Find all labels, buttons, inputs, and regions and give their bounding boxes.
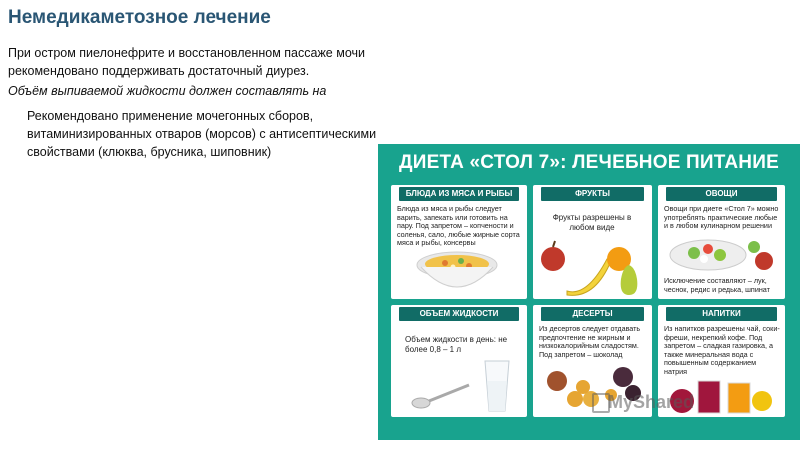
- paragraph-herbal-teas: Рекомендовано применение мочегонных сборов, витаминизированных отваров (морсов) с антисептическими свойствами (клюква, брусника, шиповник): [27, 109, 377, 159]
- cell-text-vegetables: Овощи при диете «Стол 7» можно употреблять практические любые и в любом кулинарном решении: [664, 204, 779, 231]
- poster-title: ДИЕТА «СТОЛ 7»: ЛЕЧЕБНОЕ ПИТАНИЕ: [399, 152, 779, 173]
- fruits-icon: [537, 239, 649, 297]
- cell-text-drinks: Из напитков разрешены чай, соки-фреши, некрепкий кофе. Под запретом – сладкая газировка, а также минеральная вода с повышенным содержанием натрия: [664, 324, 780, 376]
- cell-meat-fish: [391, 185, 527, 299]
- cell-header-meat: БЛЮДА ИЗ МЯСА И РЫБЫ: [399, 187, 519, 201]
- cell-note-vegetables: Исключение составляют – лук, чеснок, редис и редька, шпинат: [664, 276, 770, 294]
- soup-bowl-icon: [413, 247, 501, 295]
- cell-text-fruits: Фрукты разрешены в любом виде: [552, 213, 632, 232]
- salad-icon: [664, 237, 780, 273]
- watermark-text: MyShared: [608, 392, 695, 412]
- paragraph-fluid-volume: Объём выпиваемой жидкости должен составлять на: [8, 84, 327, 98]
- cell-text-liquid: Объем жидкости в день: не более 0,8 – 1 л: [405, 335, 508, 354]
- cell-header-drinks: НАПИТКИ: [666, 307, 777, 321]
- cell-text-meat: Блюда из мяса и рыбы следует варить, запекать или готовить на пару. Под запретом – копчености и соленья, сало, любые жирные сорта мяса и рыбы, консервы: [397, 204, 520, 248]
- slide-title: Немедикаметозное лечение: [8, 7, 271, 28]
- cell-header-liquid: ОБЪЕМ ЖИДКОСТИ: [399, 307, 519, 321]
- diet-poster: [378, 144, 800, 440]
- cell-vegetables: [658, 185, 785, 299]
- cell-header-fruits: ФРУКТЫ: [541, 187, 644, 201]
- cell-header-vegetables: ОВОЩИ: [666, 187, 777, 201]
- glass-spoon-icon: [407, 357, 517, 413]
- cell-text-desserts: Из десертов следует отдавать предпочтение не жирным и низкокалорийным сладостям. Под запретом – шоколад: [539, 324, 641, 359]
- cell-header-desserts: ДЕСЕРТЫ: [541, 307, 644, 321]
- paragraph-diuresis: При остром пиелонефрите и восстановленном пассаже мочи рекомендовано поддерживать достаточный диурез.: [8, 46, 365, 78]
- cell-liquid: [391, 305, 527, 417]
- cell-fruits: [533, 185, 652, 299]
